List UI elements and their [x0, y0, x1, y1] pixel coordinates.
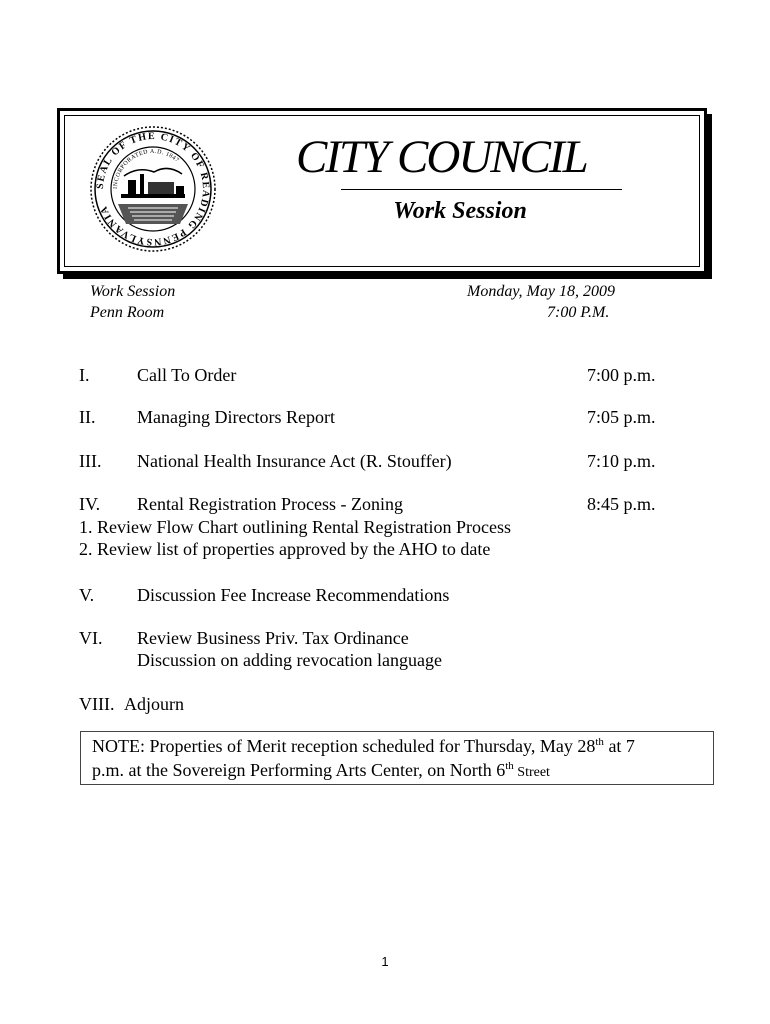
- svg-text:SEAL OF THE CITY OF READING PE: SEAL OF THE CITY OF READING PENNSYLVANIA: [94, 130, 212, 248]
- agenda-item-detail: Discussion on adding revocation language: [137, 650, 442, 670]
- note-line-1: [92, 736, 635, 757]
- header-shadow-bottom: [63, 274, 712, 279]
- agenda-item-title: Discussion Fee Increase Recommendations: [137, 585, 450, 605]
- meeting-date: Monday, May 18, 2009: [467, 283, 615, 300]
- agenda-item-title: Call To Order: [137, 365, 237, 385]
- agenda-item-title: Managing Directors Report: [137, 407, 335, 427]
- note-superscript: th: [595, 736, 604, 748]
- note-text: p.m. at the Sovereign Performing Arts Center, on North 6: [92, 760, 506, 780]
- agenda-subitem: 2. Review list of properties approved by the AHO to date: [79, 539, 491, 559]
- agenda-item-title: Review Business Priv. Tax Ordinance: [137, 628, 409, 648]
- agenda-item-number: V.: [79, 585, 95, 605]
- agenda-item-time: 8:45 p.m.: [587, 494, 656, 514]
- agenda-item-number: II.: [79, 407, 96, 427]
- meeting-type: Work Session: [90, 283, 176, 300]
- agenda-item-time: 7:05 p.m.: [587, 407, 656, 427]
- agenda-item-title: Adjourn: [124, 694, 184, 714]
- title-rule: [341, 189, 622, 190]
- note-text: at 7: [603, 736, 635, 756]
- agenda-item-time: 7:00 p.m.: [587, 365, 656, 385]
- agenda-subitem: 1. Review Flow Chart outlining Rental Registration Process: [79, 517, 511, 537]
- note-text: Street: [513, 765, 550, 780]
- page-title: CITY COUNCIL: [296, 131, 587, 183]
- agenda-item-title: Rental Registration Process - Zoning: [137, 494, 403, 514]
- agenda-item-number: VI.: [79, 628, 103, 648]
- agenda-item-number: III.: [79, 451, 102, 471]
- note-superscript: th: [505, 760, 514, 772]
- note-text: NOTE: Properties of Merit reception scheduled for Thursday, May 28: [92, 736, 596, 756]
- city-seal-logo: [88, 124, 218, 254]
- page-number: 1: [381, 954, 389, 969]
- svg-text:INCORPORATED A.D. 1847: INCORPORATED A.D. 1847: [112, 148, 180, 190]
- agenda-item-title: National Health Insurance Act (R. Stouffer): [137, 451, 452, 471]
- note-line-2: [92, 760, 550, 781]
- agenda-item-number: I.: [79, 365, 90, 385]
- meeting-time: 7:00 P.M.: [547, 304, 610, 321]
- page-subtitle: Work Session: [393, 198, 527, 224]
- agenda-item-number: IV.: [79, 494, 101, 514]
- agenda-item-time: 7:10 p.m.: [587, 451, 656, 471]
- header-shadow-right: [707, 114, 712, 279]
- meeting-location: Penn Room: [90, 304, 165, 321]
- agenda-item-number: VIII.: [79, 694, 115, 714]
